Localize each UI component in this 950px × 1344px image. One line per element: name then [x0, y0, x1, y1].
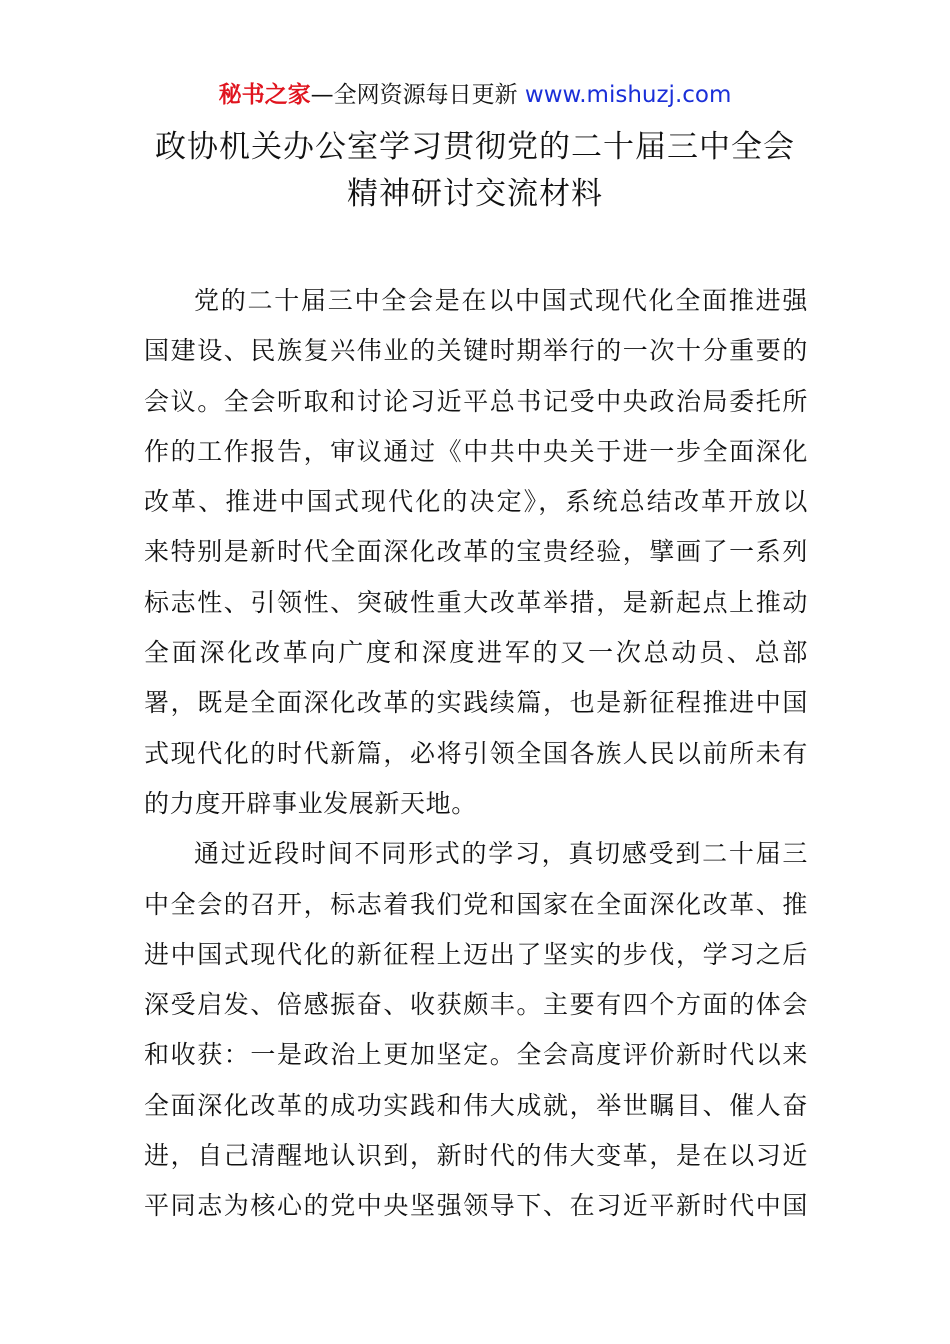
- paragraph-line: 平同志为核心的党中央坚强领导下、在习近平新时代中国: [144, 1191, 808, 1221]
- paragraph-line: 进中国式现代化的新征程上迈出了坚实的步伐，学习之后: [144, 939, 808, 969]
- site-url-link[interactable]: www.mishuzj.com: [524, 82, 732, 108]
- paragraph-line: 会议。全会听取和讨论习近平总书记受中央政治局委托所: [144, 386, 808, 416]
- paragraph-line: 中全会的召开，标志着我们党和国家在全面深化改革、推: [144, 889, 808, 919]
- paragraph-line: 作的工作报告，审议通过《中共中央关于进一步全面深化: [144, 436, 808, 466]
- paragraph-line: 深受启发、倍感振奋、收获颇丰。主要有四个方面的体会: [144, 990, 808, 1020]
- paragraph-line: 进，自己清醒地认识到，新时代的伟大变革，是在以习近: [144, 1141, 808, 1171]
- document-body: [144, 276, 808, 1232]
- title-line-1: 政协机关办公室学习贯彻党的二十届三中全会: [155, 129, 795, 165]
- paragraph-line: 署，既是全面深化改革的实践续篇，也是新征程推进中国: [144, 688, 808, 718]
- paragraph-1: [144, 276, 808, 829]
- title-line-2: 精神研讨交流材料: [347, 176, 603, 212]
- paragraph-line: 式现代化的时代新篇，必将引领全国各族人民以前所未有: [144, 738, 808, 768]
- site-banner: [0, 78, 950, 112]
- paragraph-line: 来特别是新时代全面深化改革的宝贵经验，擘画了一系列: [144, 537, 808, 567]
- paragraph-line: 全面深化改革的成功实践和伟大成就，举世瞩目、催人奋: [144, 1090, 808, 1120]
- paragraph-line: 国建设、民族复兴伟业的关键时期举行的一次十分重要的: [144, 336, 808, 366]
- paragraph-line: 党的二十届三中全会是在以中国式现代化全面推进强: [194, 286, 808, 315]
- paragraph-line: 标志性、引领性、突破性重大改革举措，是新起点上推动: [144, 587, 808, 617]
- document-title: [60, 124, 890, 218]
- site-tagline: —全网资源每日更新: [310, 82, 525, 108]
- site-name: 秘书之家: [218, 82, 311, 108]
- paragraph-line: 通过近段时间不同形式的学习，真切感受到二十届三: [194, 839, 808, 869]
- paragraph-line: 全面深化改革向广度和深度进军的又一次总动员、总部: [144, 638, 808, 668]
- paragraph-line: 改革、推进中国式现代化的决定》，系统总结改革开放以: [144, 487, 808, 517]
- paragraph-2: [144, 829, 808, 1231]
- paragraph-line: 和收获：一是政治上更加坚定。全会高度评价新时代以来: [144, 1040, 808, 1070]
- paragraph-line: 的力度开辟事业发展新天地。: [144, 788, 477, 818]
